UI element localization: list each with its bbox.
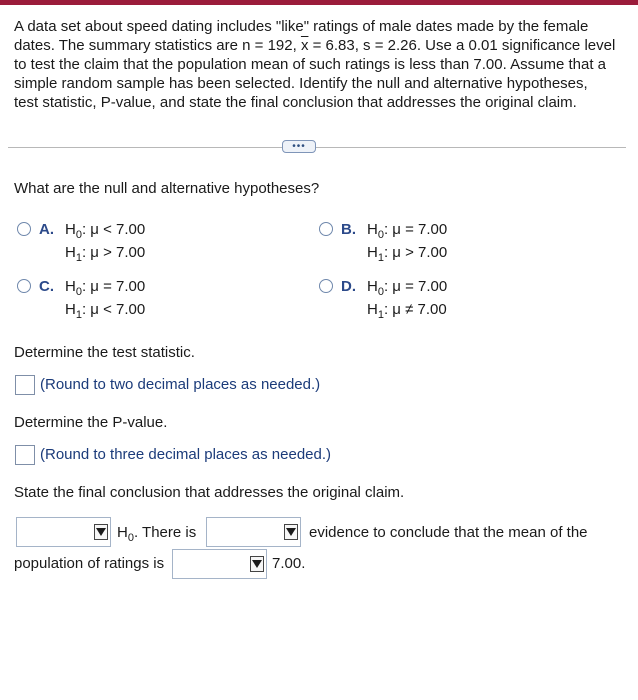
option-a-radio[interactable]: [17, 222, 31, 236]
problem-line-2-pre: dates. The summary statistics are n = 192,: [14, 37, 301, 54]
option-c-letter: C.: [39, 278, 54, 295]
problem-line-5: test statistic, P-value, and state the final conclusion that addresses the original claim.: [14, 94, 577, 111]
option-b[interactable]: [319, 218, 519, 264]
comparison-dropdown[interactable]: [172, 549, 267, 579]
option-d-radio[interactable]: [319, 279, 333, 293]
conclusion-value-text: 7.00.: [272, 555, 306, 572]
option-d[interactable]: [319, 275, 519, 321]
conclusion-evidence-text: evidence to conclude that the mean of the: [309, 524, 588, 541]
test-statistic-hint: (Round to two decimal places as needed.): [40, 376, 321, 393]
dropdown-arrow-icon[interactable]: [94, 524, 108, 540]
reject-decision-dropdown[interactable]: [16, 517, 111, 547]
problem-statement: [14, 17, 626, 112]
dropdown-arrow-icon[interactable]: [250, 556, 264, 572]
option-a[interactable]: [17, 218, 217, 264]
hypotheses-question: What are the null and alternative hypotheses?: [14, 180, 320, 197]
test-statistic-question: Determine the test statistic.: [14, 344, 195, 361]
option-c-radio[interactable]: [17, 279, 31, 293]
test-statistic-input[interactable]: [15, 375, 35, 395]
option-a-null: $H_0$: μ < 7.00: [65, 221, 146, 241]
conclusion-question: State the final conclusion that addresses the original claim.: [14, 484, 405, 501]
option-b-null: $H_0$: μ = 7.00: [367, 221, 448, 241]
problem-line-2-post: = 6.83, s = 2.26. Use a 0.01 significance level: [308, 37, 616, 54]
option-a-alternative: $H_1$: μ > 7.00: [65, 244, 146, 264]
option-d-letter: D.: [341, 278, 356, 295]
conclusion-line2-text: population of ratings is: [14, 555, 165, 572]
option-b-radio[interactable]: [319, 222, 333, 236]
dropdown-arrow-icon[interactable]: [284, 524, 298, 540]
option-a-letter: A.: [39, 221, 54, 238]
x-bar-symbol: $\overline{x}$: [300, 37, 309, 54]
evidence-dropdown[interactable]: [206, 517, 301, 547]
p-value-hint: (Round to three decimal places as needed.): [40, 446, 332, 463]
problem-line-2: [14, 36, 626, 55]
option-c-null: $H_0$: μ = 7.00: [65, 278, 146, 298]
option-c[interactable]: [17, 275, 217, 321]
option-b-letter: B.: [341, 221, 356, 238]
problem-line-3: to test the claim that the population mean of such ratings is less than 7.00. Assume that a: [14, 56, 607, 73]
conclusion-h0-text: $H_0$. There is: [117, 524, 197, 544]
option-d-alternative: $H_1$: μ ≠ 7.00: [367, 301, 447, 321]
more-options-button[interactable]: •••: [282, 140, 316, 153]
top-accent-bar: [0, 0, 638, 5]
problem-line-4: simple random sample has been selected. Identify the null and alternative hypotheses,: [14, 75, 588, 92]
section-divider-right: [316, 147, 626, 148]
option-d-null: $H_0$: μ = 7.00: [367, 278, 448, 298]
option-b-alternative: $H_1$: μ > 7.00: [367, 244, 448, 264]
p-value-question: Determine the P-value.: [14, 414, 168, 431]
p-value-input[interactable]: [15, 445, 35, 465]
section-divider-left: [8, 147, 282, 148]
problem-line-1: A data set about speed dating includes "like" ratings of male dates made by the female: [14, 18, 589, 35]
option-c-alternative: $H_1$: μ < 7.00: [65, 301, 146, 321]
